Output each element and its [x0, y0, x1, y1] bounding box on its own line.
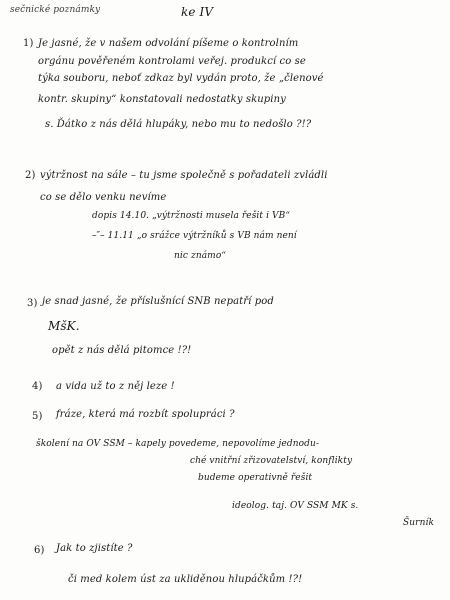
note-line: opět z nás dělá pitomce !?! — [52, 345, 192, 356]
note-number: 2) — [25, 170, 36, 181]
note-line: nic známo“ — [174, 251, 227, 261]
note-line: Jak to zjistíte ? — [56, 543, 133, 554]
note-line: budeme operativně řešit — [198, 473, 313, 483]
note-number: 3) — [27, 298, 38, 309]
header-left-note: sečnické poznámky — [10, 5, 101, 15]
note-number: 1) — [23, 38, 34, 49]
note-line: školení na OV SSM – kapely povedeme, nepovolíme jednodu- — [36, 439, 320, 449]
note-line: –″– 11.11 „o srážce výtržníků s VB nám není — [92, 231, 297, 241]
note-line: je snad jasné, že příslušnící SNB nepatří pod — [42, 296, 274, 307]
note-line: týka souboru, neboť zdkaz byl vydán proto, že „členové — [38, 73, 324, 84]
note-line: Je jasné, že v našem odvolání píšeme o kontrolním — [38, 38, 299, 49]
note-line: dopis 14.10. „výtržnosti musela řešit i VB“ — [92, 211, 291, 221]
note-line: ideolog. taj. OV SSM MK s. — [232, 501, 359, 511]
note-line: orgánu pověřeném kontrolami veřej. produkcí co se — [38, 56, 306, 67]
note-line: MšK. — [48, 319, 80, 333]
note-line: co se dělo venku nevíme — [40, 192, 167, 203]
header-ref-mark: ke IV — [181, 5, 214, 19]
note-line: výtržnost na sále – tu jsme společně s pořadateli zvládli — [40, 170, 328, 181]
note-line: kontr. skupiny“ konstatovali nedostatky skupiny — [38, 94, 286, 105]
note-number: 6) — [34, 545, 45, 556]
note-line: Šurník — [403, 518, 434, 528]
note-number: 4) — [32, 381, 43, 392]
note-line: a vida už to z něj leze ! — [56, 381, 175, 392]
note-line: fráze, která má rozbít spolupráci ? — [56, 409, 235, 420]
note-number: 5) — [32, 411, 43, 422]
note-line: ché vnitřní zřizovatelství, konflikty — [190, 456, 353, 466]
note-line: či med kolem úst za ukliděnou hlupáčkům !?! — [68, 574, 303, 585]
note-line: s. Ďátko z nás dělá hlupáky, nebo mu to nedošlo ?!? — [45, 119, 312, 130]
